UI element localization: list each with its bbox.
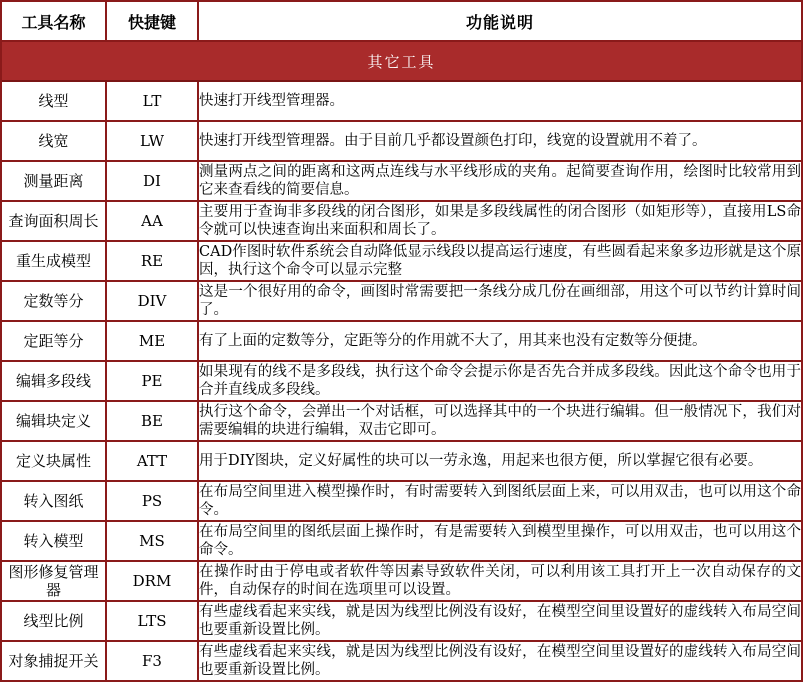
tool-name-cell: 定距等分	[2, 322, 107, 362]
description-cell: 在操作时由于停电或者软件等因素导致软件关闭，可以利用该工具打开上一次自动保存的文件，自动保存的时间在选项里可以设置。	[199, 562, 803, 602]
table-row	[2, 122, 803, 162]
table-row	[2, 522, 803, 562]
description-cell: 用于DIY图块，定义好属性的块可以一劳永逸，用起来也很方便，所以掌握它很有必要。	[199, 442, 803, 482]
table-row	[2, 602, 803, 642]
tool-name-cell: 查询面积周长	[2, 202, 107, 242]
shortcut-cell: F3	[107, 642, 199, 682]
shortcut-cell: PS	[107, 482, 199, 522]
table-row	[2, 282, 803, 322]
shortcut-cell: LT	[107, 82, 199, 122]
table-row	[2, 242, 803, 282]
table-row	[2, 82, 803, 122]
tool-name-cell: 编辑多段线	[2, 362, 107, 402]
shortcut-cell: RE	[107, 242, 199, 282]
description-cell: 在布局空间里的图纸层面上操作时，有是需要转入到模型里操作，可以用双击，也可以用这个命令。	[199, 522, 803, 562]
description-cell: 快速打开线型管理器。由于目前几乎都设置颜色打印，线宽的设置就用不着了。	[199, 122, 803, 162]
table-row	[2, 442, 803, 482]
table-row	[2, 362, 803, 402]
table-header-row	[2, 2, 803, 42]
shortcut-cell: DI	[107, 162, 199, 202]
description-cell: 如果现有的线不是多段线，执行这个命令会提示你是否先合并成多段线。因此这个命令也用于合并直线成多段线。	[199, 362, 803, 402]
table-row	[2, 162, 803, 202]
tool-name-cell: 线型比例	[2, 602, 107, 642]
description-cell: 这是一个很好用的命令，画图时常需要把一条线分成几份在画细部，用这个可以节约计算时间了。	[199, 282, 803, 322]
tool-name-cell: 对象捕捉开关	[2, 642, 107, 682]
description-cell: 有了上面的定数等分，定距等分的作用就不大了，用其来也没有定数等分便捷。	[199, 322, 803, 362]
tool-name-cell: 重生成模型	[2, 242, 107, 282]
shortcut-cell: DIV	[107, 282, 199, 322]
description-cell: CAD作图时软件系统会自动降低显示线段以提高运行速度，有些圆看起来象多边形就是这个原因，执行这个命令可以显示完整	[199, 242, 803, 282]
header-tool-name: 工具名称	[2, 2, 107, 42]
description-cell: 在布局空间里进入模型操作时，有时需要转入到图纸层面上来，可以用双击，也可以用这个命令。	[199, 482, 803, 522]
tool-name-cell: 转入模型	[2, 522, 107, 562]
description-cell: 执行这个命令，会弹出一个对话框，可以选择其中的一个块进行编辑。但一般情况下，我们对需要编辑的块进行编辑，双击它即可。	[199, 402, 803, 442]
table-row	[2, 642, 803, 682]
description-cell: 快速打开线型管理器。	[199, 82, 803, 122]
category-title: 其它工具	[2, 42, 803, 82]
shortcut-cell: LW	[107, 122, 199, 162]
shortcut-cell: MS	[107, 522, 199, 562]
shortcut-cell: ATT	[107, 442, 199, 482]
tool-name-cell: 编辑块定义	[2, 402, 107, 442]
shortcut-cell: BE	[107, 402, 199, 442]
shortcut-cell: ME	[107, 322, 199, 362]
category-row	[2, 42, 803, 82]
header-shortcut: 快捷键	[107, 2, 199, 42]
shortcut-cell: DRM	[107, 562, 199, 602]
tool-name-cell: 线宽	[2, 122, 107, 162]
tool-name-cell: 转入图纸	[2, 482, 107, 522]
description-cell: 有些虚线看起来实线，就是因为线型比例没有设好，在模型空间里设置好的虚线转入布局空间也要重新设置比例。	[199, 642, 803, 682]
table-row	[2, 322, 803, 362]
tool-name-cell: 定数等分	[2, 282, 107, 322]
tool-name-cell: 图形修复管理器	[2, 562, 107, 602]
tool-name-cell: 线型	[2, 82, 107, 122]
table-row	[2, 402, 803, 442]
tool-name-cell: 定义块属性	[2, 442, 107, 482]
description-cell: 测量两点之间的距离和这两点连线与水平线形成的夹角。起简要查询作用，绘图时比较常用到它来查看线的简要信息。	[199, 162, 803, 202]
table-row	[2, 202, 803, 242]
tool-name-cell: 测量距离	[2, 162, 107, 202]
table-row	[2, 482, 803, 522]
shortcut-cell: LTS	[107, 602, 199, 642]
description-cell: 主要用于查询非多段线的闭合图形，如果是多段线属性的闭合图形（如矩形等），直接用LS命令就可以快速查询出来面积和周长了。	[199, 202, 803, 242]
shortcut-cell: AA	[107, 202, 199, 242]
description-cell: 有些虚线看起来实线，就是因为线型比例没有设好，在模型空间里设置好的虚线转入布局空间也要重新设置比例。	[199, 602, 803, 642]
table-row	[2, 562, 803, 602]
shortcut-cell: PE	[107, 362, 199, 402]
header-description: 功能说明	[199, 2, 803, 42]
